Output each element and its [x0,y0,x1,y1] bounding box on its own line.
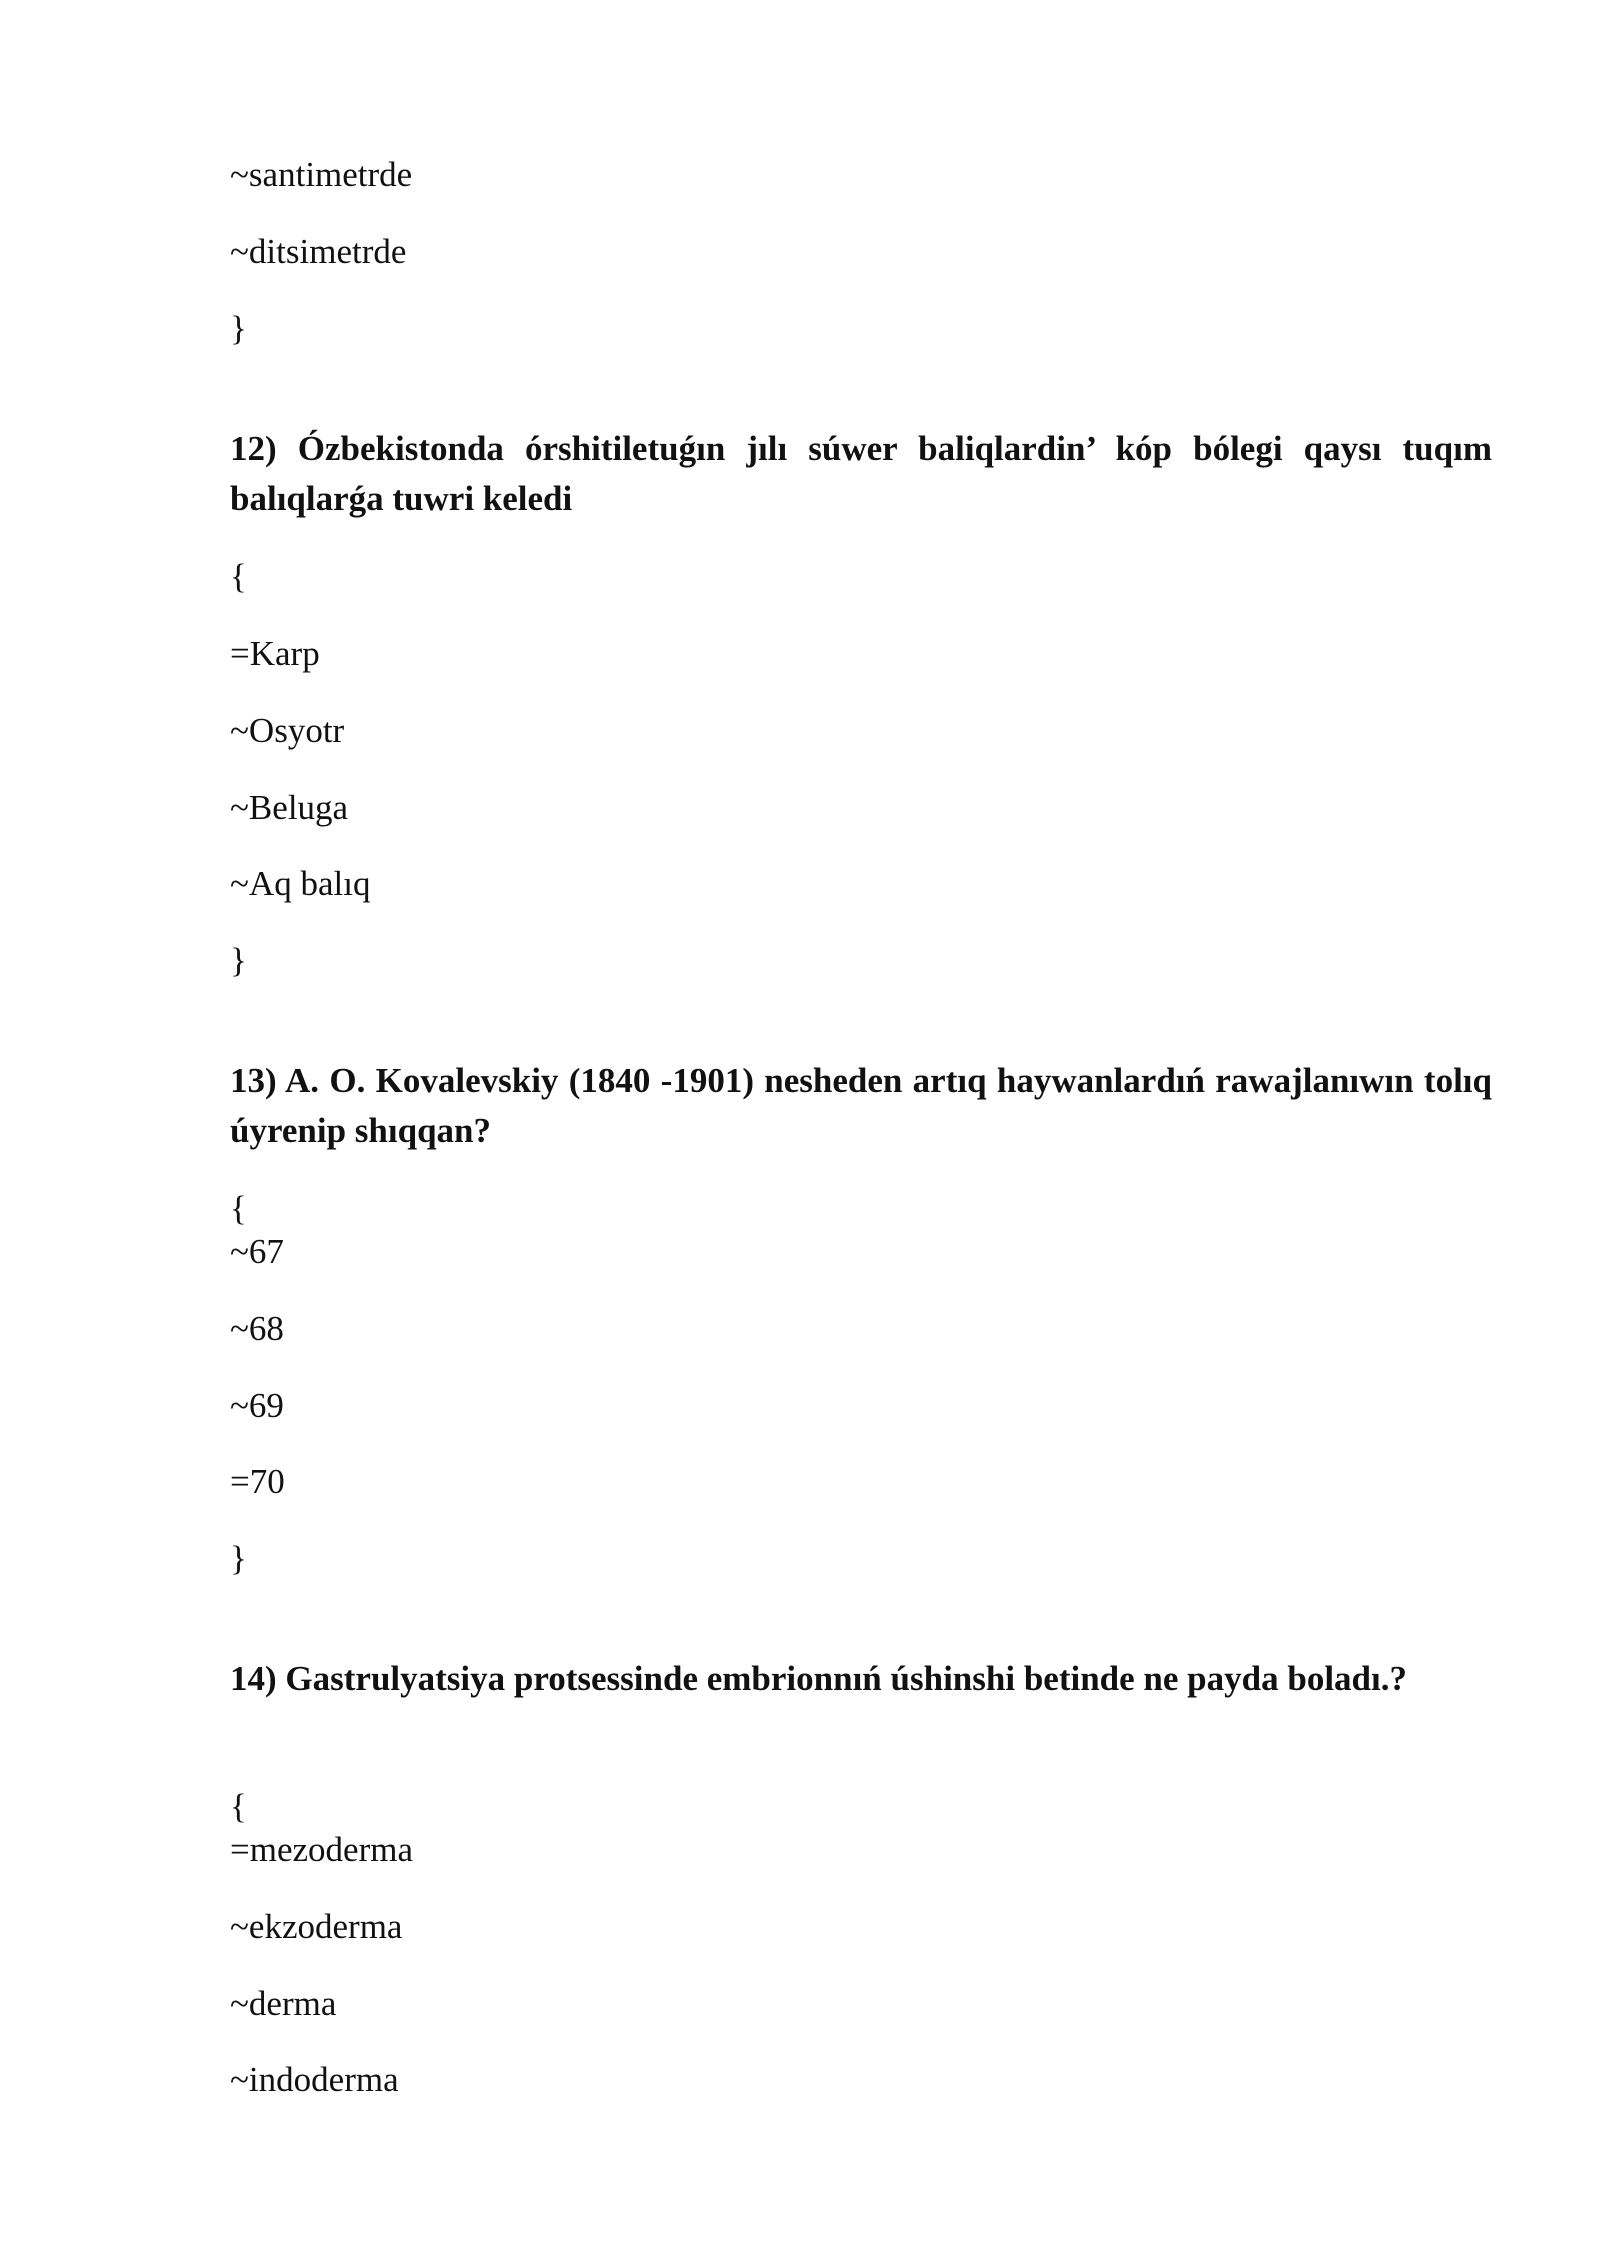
question-number: 14) [230,1659,277,1698]
question-text: Gastrulyatsiya protsessinde embrionnıń úshinshi betinde ne payda boladı.? [285,1659,1407,1698]
opening-brace: { [230,557,247,596]
answer-option: ~ekzoderma [230,1907,403,1946]
closing-brace: } [230,941,247,980]
opening-brace: { [230,1787,247,1826]
answer-option: ~indoderma [230,2060,399,2099]
answer-option: ~Beluga [230,788,349,827]
question-text: A. O. Kovalevskiy (1840 -1901) nesheden artıq haywanlardıń rawajlanıwın tolıq úyrenip shıqqan? [230,1061,1492,1150]
answer-option: ~Osyotr [230,711,345,750]
answer-option: ~67 [230,1232,284,1271]
closing-brace: } [230,309,247,348]
answer-option: ~69 [230,1386,284,1425]
answer-option-correct: =mezoderma [230,1830,413,1869]
question-text: Ózbekistonda órshitiletuǵın jılı súwer baliqlardin’ kóp bólegi qaysı tuqım balıqlarǵa tuwri keledi [230,429,1492,518]
opening-brace: { [230,1189,247,1228]
question-14 [230,1654,1492,1704]
answer-option-correct: =Karp [230,634,320,673]
closing-brace: } [230,1539,247,1578]
question-number: 12) [230,429,277,468]
question-12 [230,424,1492,524]
answer-option: ~santimetrde [230,155,413,194]
question-number: 13) [230,1061,277,1100]
answer-option: ~ditsimetrde [230,232,407,271]
answer-option-correct: =70 [230,1462,285,1501]
answer-option: ~Aq balıq [230,864,371,903]
answer-option: ~derma [230,1984,337,2023]
answer-option: ~68 [230,1309,284,1348]
question-13 [230,1056,1492,1156]
